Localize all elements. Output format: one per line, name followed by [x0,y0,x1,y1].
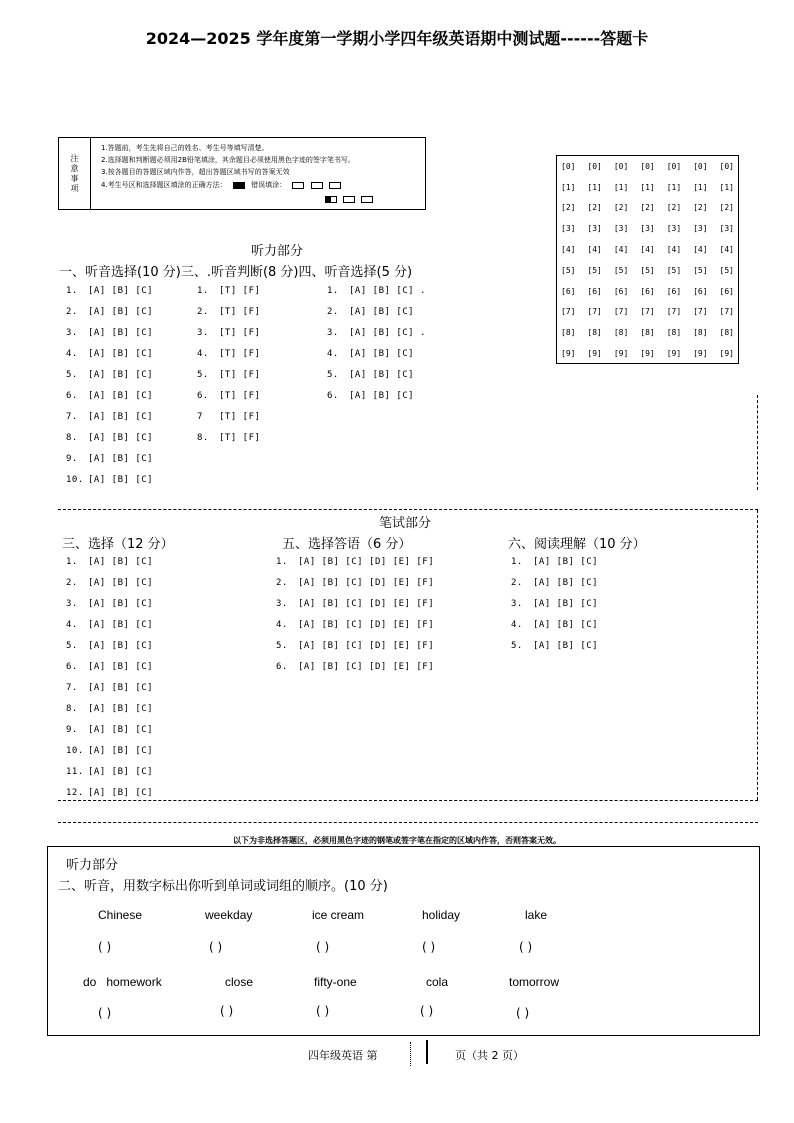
listening3-question-row[interactable] [197,307,260,317]
id-digit-bubble[interactable]: [0] [666,161,682,171]
student-id-grid [556,155,739,364]
listening3-question-row[interactable] [197,412,260,422]
listening3-question-row[interactable] [197,433,260,443]
question-number: 2. [276,578,288,588]
answer-options[interactable]: [T] [F] [219,370,261,380]
non-choice-note: 以下为非选择答题区，必须用黑色字迹的钢笔或签字笔在指定的区域内作答，否则答案无效。 [233,836,561,845]
question-number: 4. [327,349,339,359]
id-digit-bubble[interactable]: [2] [587,203,602,213]
answer-options[interactable]: [T] [F] [219,286,261,296]
question-number: 5. [66,641,78,651]
part2-box [47,846,760,1036]
answer-options[interactable]: [A] [B] [C] . [349,286,426,296]
question-number: 2. [66,307,78,317]
listening1-question-row[interactable] [66,307,153,317]
id-digit-bubble[interactable]: [2] [613,203,629,213]
answer-options[interactable]: [A] [B] [C] [88,704,154,714]
answer-options[interactable]: [A] [B] [C] . [349,328,426,338]
id-digit-bubble[interactable]: [9] [613,349,629,359]
section3-question-row[interactable] [66,683,153,693]
section3-question-row[interactable] [66,788,153,798]
answer-options[interactable]: [A] [B] [C] [88,391,154,401]
blank-2[interactable]: ( ) [209,940,223,954]
dashed-divider-3 [58,822,758,823]
answer-options[interactable]: [A] [B] [C] [D] [E] [F] [298,641,435,651]
question-number: 4. [197,349,209,359]
answer-options[interactable]: [A] [B] [C] [88,286,154,296]
dashed-divider-1 [58,509,758,510]
wrong-cross-mark-icon [311,182,323,189]
section5-question-row[interactable] [276,557,434,567]
question-number: 3. [511,599,523,609]
word-lake: lake [525,908,548,922]
notice-line-2: 2.选择题和判断题必须用2B铅笔填涂，其余题目必须使用黑色字迹的签字笔书写。 [101,156,355,164]
id-digit-bubble[interactable]: [1] [693,182,708,192]
listening4-question-row[interactable] [327,370,414,380]
id-digit-bubble[interactable]: [5] [561,265,576,275]
id-digit-bubble[interactable]: [1] [640,182,655,192]
answer-options[interactable]: [A] [B] [C] [D] [E] [F] [298,662,435,672]
answer-options[interactable]: [A] [B] [C] [D] [E] [F] [298,578,435,588]
id-digit-bubble[interactable]: [0] [561,161,576,171]
section6-question-row[interactable] [511,620,598,630]
id-digit-bubble[interactable]: [1] [587,182,602,192]
id-grid-row [557,281,738,302]
section6-question-row[interactable] [511,599,598,609]
id-digit-bubble[interactable]: [5] [693,265,708,275]
answer-options[interactable]: [T] [F] [219,349,261,359]
wrong-half-mark-icon [325,196,337,203]
id-digit-bubble[interactable]: [3] [561,224,576,234]
id-digit-bubble[interactable]: [9] [719,349,734,359]
blank-8[interactable]: ( ) [316,1004,330,1018]
id-digit-bubble[interactable]: [5] [640,265,655,275]
id-grid-row [557,322,738,343]
question-number: 1. [66,557,78,567]
question-number: 11. [66,767,84,777]
section3-question-row[interactable] [66,557,153,567]
id-digit-bubble[interactable]: [6] [587,286,602,296]
question-number: 4. [66,620,78,630]
listening1-question-row[interactable] [66,286,153,296]
correct-fill-mark-icon [233,182,245,189]
written-title: 笔试部分 [379,516,432,531]
notice-line-3: 3.按各题目的答题区域内作答，超出答题区域书写的答案无效 [101,168,290,176]
section3-question-row[interactable] [66,767,153,777]
word-weekday: weekday [205,908,253,922]
answer-options[interactable]: [A] [B] [C] [88,578,154,588]
answer-options[interactable]: [A] [B] [C] [88,725,154,735]
id-digit-bubble[interactable]: [4] [666,245,682,255]
answer-options[interactable]: [A] [B] [C] [D] [E] [F] [298,599,435,609]
blank-1[interactable]: ( ) [98,940,112,954]
id-digit-bubble[interactable]: [3] [587,224,602,234]
question-number: 1. [276,557,288,567]
blank-10[interactable]: ( ) [516,1006,530,1020]
section6-heading: 六、阅读理解（10 分） [508,537,646,552]
word-fifty-one: fifty-one [314,975,357,989]
listening3-question-row[interactable] [197,391,260,401]
section5-question-row[interactable] [276,578,434,588]
wrong-check-mark-icon [292,182,304,189]
id-digit-bubble[interactable]: [7] [719,307,734,317]
answer-options[interactable]: [A] [B] [C] [533,641,599,651]
listening1-question-row[interactable] [66,475,153,485]
answer-options[interactable]: [A] [B] [C] [88,557,154,567]
id-digit-bubble[interactable]: [4] [640,245,655,255]
blank-3[interactable]: ( ) [316,940,330,954]
listening4-question-row[interactable] [327,391,414,401]
id-digit-bubble[interactable]: [9] [640,349,655,359]
id-digit-bubble[interactable]: [1] [613,182,629,192]
section5-question-row[interactable] [276,620,434,630]
listening3-question-row[interactable] [197,349,260,359]
section3-question-row[interactable] [66,620,153,630]
notice-box [58,137,426,210]
id-digit-bubble[interactable]: [8] [640,328,655,338]
page-title: 2024—2025 学年度第一学期小学四年级英语期中测试题------答题卡 [145,29,649,48]
question-number: 7 [197,412,203,422]
question-number: 6. [66,391,78,401]
listening1-question-row[interactable] [66,328,153,338]
section3-question-row[interactable] [66,746,153,756]
word-ice-cream: ice cream [312,908,365,922]
id-digit-bubble[interactable]: [9] [587,349,602,359]
id-digit-bubble[interactable]: [7] [693,307,708,317]
question-number: 1. [66,286,78,296]
listening1-question-row[interactable] [66,370,153,380]
id-grid-row [557,198,738,219]
answer-options[interactable]: [A] [B] [C] [533,578,599,588]
id-digit-bubble[interactable]: [6] [666,286,682,296]
id-digit-bubble[interactable]: [0] [587,161,602,171]
listening4-question-row[interactable] [327,349,414,359]
section5-question-row[interactable] [276,641,434,651]
section3-question-row[interactable] [66,725,153,735]
id-digit-bubble[interactable]: [8] [719,328,734,338]
listening3-question-row[interactable] [197,370,260,380]
section6-question-row[interactable] [511,641,598,651]
id-digit-bubble[interactable]: [6] [613,286,629,296]
id-digit-bubble[interactable]: [6] [693,286,708,296]
answer-options[interactable]: [A] [B] [C] [88,788,154,798]
wrong-stripe-mark-icon [361,196,373,203]
answer-options[interactable]: [A] [B] [C] [533,620,599,630]
blank-4[interactable]: ( ) [422,940,436,954]
word-do-homework: do homework [83,975,162,989]
answer-options[interactable]: [A] [B] [C] [88,475,154,485]
question-number: 6. [276,662,288,672]
id-digit-bubble[interactable]: [7] [666,307,682,317]
id-digit-bubble[interactable]: [1] [719,182,734,192]
question-number: 5. [327,370,339,380]
footer-left: 四年级英语 第 [308,1049,378,1062]
answer-options[interactable]: [A] [B] [C] [D] [E] [F] [298,620,435,630]
listening4-question-row[interactable] [327,307,414,317]
dashed-divider-2 [58,800,758,801]
listening1-question-row[interactable] [66,412,153,422]
question-number: 6. [197,391,209,401]
notice-line-4: 4.考生号区和选择题区填涂的正确方法： 错误填涂： [101,181,341,190]
id-digit-bubble[interactable]: [4] [561,245,576,255]
question-number: 5. [197,370,209,380]
footer-dots [410,1042,415,1066]
id-digit-bubble[interactable]: [0] [640,161,655,171]
answer-options[interactable]: [T] [F] [219,328,261,338]
answer-options[interactable]: [T] [F] [219,307,261,317]
id-digit-bubble[interactable]: [6] [561,286,576,296]
question-number: 3. [197,328,209,338]
listening1-question-row[interactable] [66,433,153,443]
question-number: 6. [327,391,339,401]
question-number: 4. [511,620,523,630]
id-digit-bubble[interactable]: [8] [561,328,576,338]
question-number: 3. [66,328,78,338]
word-chinese: Chinese [98,908,143,922]
id-digit-bubble[interactable]: [0] [613,161,629,171]
answer-options[interactable]: [T] [F] [219,433,261,443]
listening1-question-row[interactable] [66,391,153,401]
question-number: 7. [66,412,78,422]
id-digit-bubble[interactable]: [0] [693,161,708,171]
question-number: 10. [66,746,84,756]
section3-question-row[interactable] [66,599,153,609]
answer-options[interactable]: [A] [B] [C] [349,307,415,317]
question-number: 9. [66,454,78,464]
question-number: 4. [66,349,78,359]
question-number: 6. [66,662,78,672]
id-grid-row [557,302,738,323]
listening-subtitle: 一、听音选择(10 分)三、.听音判断(8 分)四、听音选择(5 分) [59,265,413,280]
id-digit-bubble[interactable]: [5] [666,265,682,275]
id-digit-bubble[interactable]: [2] [561,203,576,213]
listening4-question-row[interactable] [327,286,426,296]
question-number: 5. [66,370,78,380]
id-digit-bubble[interactable]: [1] [666,182,682,192]
listening3-question-row[interactable] [197,328,260,338]
answer-options[interactable]: [A] [B] [C] [349,370,415,380]
question-number: 7. [66,683,78,693]
id-grid-row [557,156,738,177]
id-digit-bubble[interactable]: [8] [587,328,602,338]
listening1-question-row[interactable] [66,454,153,464]
id-grid-row [557,260,738,281]
id-digit-bubble[interactable]: [4] [719,245,734,255]
id-digit-bubble[interactable]: [2] [640,203,655,213]
id-digit-bubble[interactable]: [8] [613,328,629,338]
id-digit-bubble[interactable]: [3] [719,224,734,234]
question-number: 2. [197,307,209,317]
section6-question-row[interactable] [511,578,598,588]
listening1-question-row[interactable] [66,349,153,359]
question-number: 10. [66,475,84,485]
section3-question-row[interactable] [66,704,153,714]
question-number: 5. [511,641,523,651]
answer-options[interactable]: [T] [F] [219,412,261,422]
id-digit-bubble[interactable]: [6] [640,286,655,296]
id-digit-bubble[interactable]: [5] [587,265,602,275]
id-digit-bubble[interactable]: [5] [613,265,629,275]
id-digit-bubble[interactable]: [4] [587,245,602,255]
question-number: 1. [327,286,339,296]
question-number: 3. [276,599,288,609]
answer-options[interactable]: [A] [B] [C] [88,433,154,443]
blank-9[interactable]: ( ) [420,1004,434,1018]
id-digit-bubble[interactable]: [9] [666,349,682,359]
id-grid-row [557,218,738,239]
id-grid-row [557,343,738,364]
question-number: 3. [66,599,78,609]
section5-question-row[interactable] [276,662,434,672]
section6-question-row[interactable] [511,557,598,567]
section5-heading: 五、选择答语（6 分） [282,537,412,552]
id-digit-bubble[interactable]: [0] [719,161,734,171]
answer-options[interactable]: [A] [B] [C] [88,641,154,651]
id-digit-bubble[interactable]: [9] [693,349,708,359]
listening3-question-row[interactable] [197,286,260,296]
word-holiday: holiday [422,908,461,922]
question-number: 2. [66,578,78,588]
section3-heading: 三、选择（12 分） [62,537,174,552]
id-digit-bubble[interactable]: [2] [719,203,734,213]
section3-question-row[interactable] [66,578,153,588]
listening-title: 听力部分 [251,244,304,259]
answer-options[interactable]: [T] [F] [219,391,261,401]
id-digit-bubble[interactable]: [5] [719,265,734,275]
id-digit-bubble[interactable]: [6] [719,286,734,296]
answer-options[interactable]: [A] [B] [C] [88,328,154,338]
listening4-question-row[interactable] [327,328,426,338]
id-digit-bubble[interactable]: [3] [613,224,629,234]
question-number: 12. [66,788,84,798]
question-number: 5. [276,641,288,651]
answer-options[interactable]: [A] [B] [C] [88,683,154,693]
id-digit-bubble[interactable]: [8] [666,328,682,338]
id-grid-row [557,239,738,260]
wrong-dot-mark-icon [329,182,341,189]
answer-options[interactable]: [A] [B] [C] [88,599,154,609]
answer-options[interactable]: [A] [B] [C] [88,620,154,630]
answer-options[interactable]: [A] [B] [C] [533,599,599,609]
section3-question-row[interactable] [66,641,153,651]
section5-question-row[interactable] [276,599,434,609]
question-number: 8. [197,433,209,443]
question-number: 8. [66,704,78,714]
blank-5[interactable]: ( ) [519,940,533,954]
answer-options[interactable]: [A] [B] [C] [88,746,154,756]
id-digit-bubble[interactable]: [3] [693,224,708,234]
id-digit-bubble[interactable]: [2] [693,203,708,213]
word-tomorrow: tomorrow [509,975,560,989]
id-digit-bubble[interactable]: [7] [640,307,655,317]
answer-options[interactable]: [A] [B] [C] [88,662,154,672]
word-cola: cola [426,975,449,989]
dashed-border-right-2 [757,510,758,800]
id-digit-bubble[interactable]: [4] [693,245,708,255]
answer-options[interactable]: [A] [B] [C] [D] [E] [F] [298,557,435,567]
question-number: 1. [511,557,523,567]
id-grid-row [557,177,738,198]
id-digit-bubble[interactable]: [7] [561,307,576,317]
id-digit-bubble[interactable]: [4] [613,245,629,255]
part2-question: 二、听音，用数字标出你听到单词或词组的顺序。(10 分) [58,879,388,894]
part2-label: 听力部分 [66,858,119,873]
answer-options[interactable]: [A] [B] [C] [88,454,154,464]
id-digit-bubble[interactable]: [9] [561,349,576,359]
question-number: 2. [327,307,339,317]
id-digit-bubble[interactable]: [7] [587,307,602,317]
answer-options[interactable]: [A] [B] [C] [533,557,599,567]
question-number: 9. [66,725,78,735]
footer-bar [426,1040,428,1064]
id-digit-bubble[interactable]: [2] [666,203,682,213]
id-digit-bubble[interactable]: [3] [666,224,682,234]
answer-options[interactable]: [A] [B] [C] [88,349,154,359]
question-number: 4. [276,620,288,630]
notice-line-5 [321,195,373,204]
blank-7[interactable]: ( ) [220,1004,234,1018]
wrong-line-mark-icon [343,196,355,203]
question-number: 3. [327,328,339,338]
section3-question-row[interactable] [66,662,153,672]
question-number: 1. [197,286,209,296]
answer-options[interactable]: [A] [B] [C] [88,412,154,422]
question-number: 2. [511,578,523,588]
answer-options[interactable]: [A] [B] [C] [88,370,154,380]
question-number: 8. [66,433,78,443]
id-digit-bubble[interactable]: [7] [613,307,629,317]
dashed-border-right-1 [757,395,758,490]
blank-6[interactable]: ( ) [98,1006,112,1020]
notice-line-1: 1.答题前，考生先将自己的姓名、考生号等填写清楚。 [101,144,269,152]
answer-options[interactable]: [A] [B] [C] [349,391,415,401]
notice-label: 注意事项 [59,138,91,209]
word-close: close [225,975,254,989]
id-digit-bubble[interactable]: [8] [693,328,708,338]
id-digit-bubble[interactable]: [1] [561,182,576,192]
answer-options[interactable]: [A] [B] [C] [88,307,154,317]
answer-options[interactable]: [A] [B] [C] [88,767,154,777]
id-digit-bubble[interactable]: [3] [640,224,655,234]
footer-right: 页（共 2 页） [455,1049,524,1062]
answer-options[interactable]: [A] [B] [C] [349,349,415,359]
